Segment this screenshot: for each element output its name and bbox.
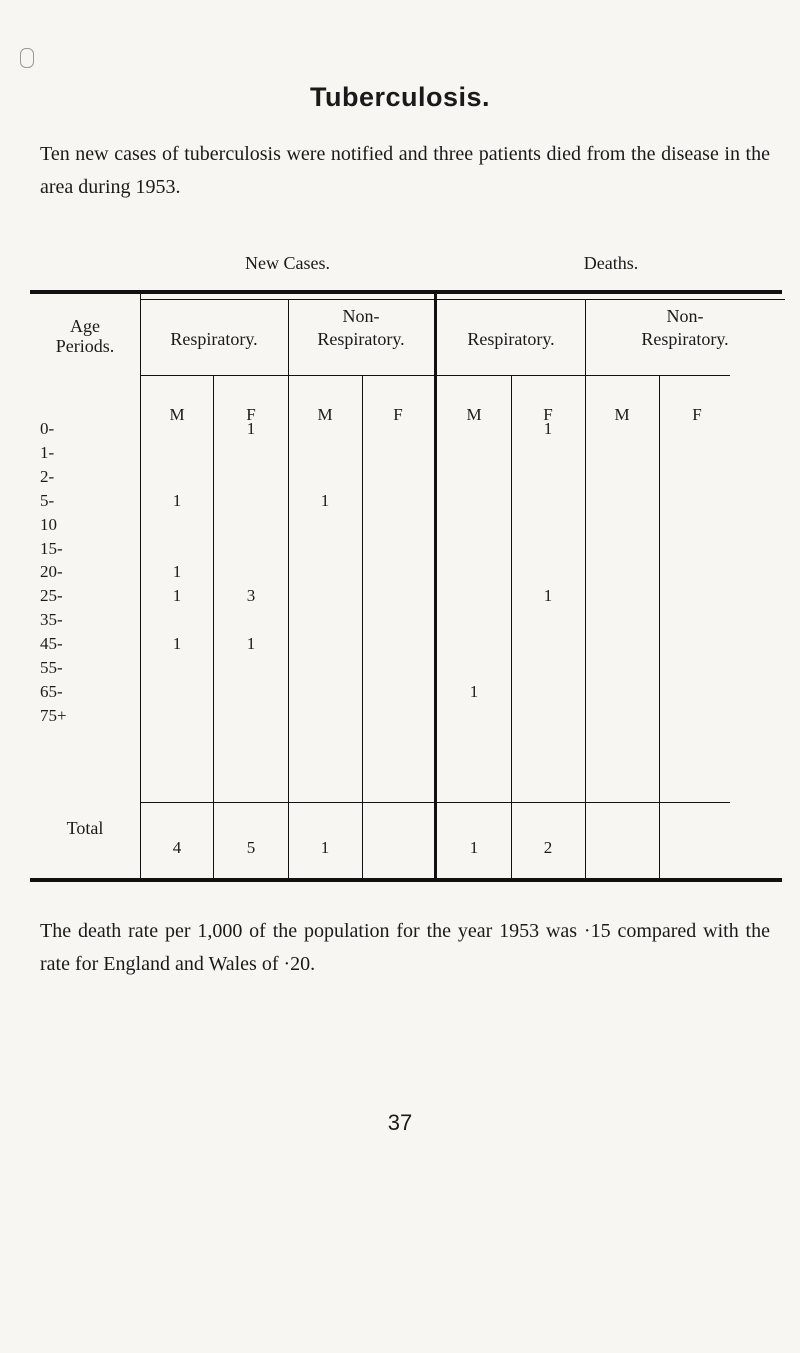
sex-header: F: [246, 405, 256, 424]
sub-new-resp: Respiratory.: [170, 329, 258, 349]
group-deaths: Deaths.: [583, 253, 639, 273]
group-new-cases: New Cases.: [245, 253, 330, 273]
corner-mark: [20, 48, 34, 68]
total-cell: 1: [320, 838, 330, 857]
table-cell: 1: [172, 490, 182, 510]
age-header-1: Age: [70, 316, 100, 336]
table-cell: 1: [246, 634, 256, 654]
table-cell: 1: [469, 681, 479, 701]
total-rule: [140, 802, 730, 803]
total-cell: 5: [246, 838, 256, 857]
age-label: 25-: [40, 586, 63, 606]
age-label: 20-: [40, 562, 63, 582]
divider-age: [140, 294, 141, 878]
sub-death-nonresp-1: Non-: [666, 306, 704, 326]
table-cell: 1: [172, 562, 182, 582]
age-label: 0-: [40, 419, 55, 438]
outro-paragraph: The death rate per 1,000 of the population for the year 1953 was ·15 compared with the rate for England and Wales of ·20.: [40, 920, 770, 975]
divider-6: [585, 300, 586, 878]
table-cell: 1: [320, 490, 330, 510]
sub-new-nonresp-2: Respiratory.: [317, 329, 405, 349]
sub-death-resp: Respiratory.: [467, 329, 555, 349]
intro-paragraph: Ten new cases of tuberculosis were notified and three patients died from the disease in the area during 1953.: [40, 143, 770, 198]
divider-2: [288, 300, 289, 878]
page-number: 37: [387, 1110, 413, 1135]
age-label: 2-: [40, 466, 55, 486]
age-label: 15-: [40, 538, 63, 558]
total-cell: 4: [172, 838, 182, 857]
sex-header: F: [393, 405, 403, 424]
age-label: 55-: [40, 658, 63, 677]
sex-header: M: [614, 405, 630, 424]
sex-header: F: [543, 405, 553, 424]
age-label: 10: [40, 514, 57, 534]
age-label: 5-: [40, 490, 55, 510]
table-cell: 3: [246, 586, 256, 606]
sub-death-nonresp-2: Respiratory.: [641, 329, 729, 349]
sex-header: M: [466, 405, 482, 424]
age-label: 75+: [40, 705, 67, 725]
age-label: 65-: [40, 681, 63, 701]
table-bottom-rule: [30, 878, 782, 882]
sex-header: F: [692, 405, 702, 424]
table-cell: 1: [172, 634, 182, 654]
table-cell: 1: [543, 586, 553, 606]
total-cell: 1: [469, 838, 479, 857]
table-cell: 1: [172, 586, 182, 606]
sex-header: M: [317, 405, 333, 424]
total-label: Total: [66, 818, 104, 838]
sub-new-nonresp-1: Non-: [342, 306, 380, 326]
sex-header: M: [169, 405, 185, 424]
age-header-2: Periods.: [55, 336, 115, 356]
total-cell: 2: [543, 838, 553, 857]
divider-main: [434, 290, 437, 878]
age-label: 45-: [40, 634, 63, 654]
page-title: Tuberculosis.: [309, 82, 491, 112]
age-label: 35-: [40, 610, 63, 630]
age-label: 1-: [40, 442, 55, 462]
table-cell: 1: [246, 419, 256, 438]
table-top-rule: [30, 290, 782, 294]
sex-rule: [140, 375, 730, 376]
header-rule: [140, 299, 785, 300]
table-cell: 1: [543, 419, 553, 438]
